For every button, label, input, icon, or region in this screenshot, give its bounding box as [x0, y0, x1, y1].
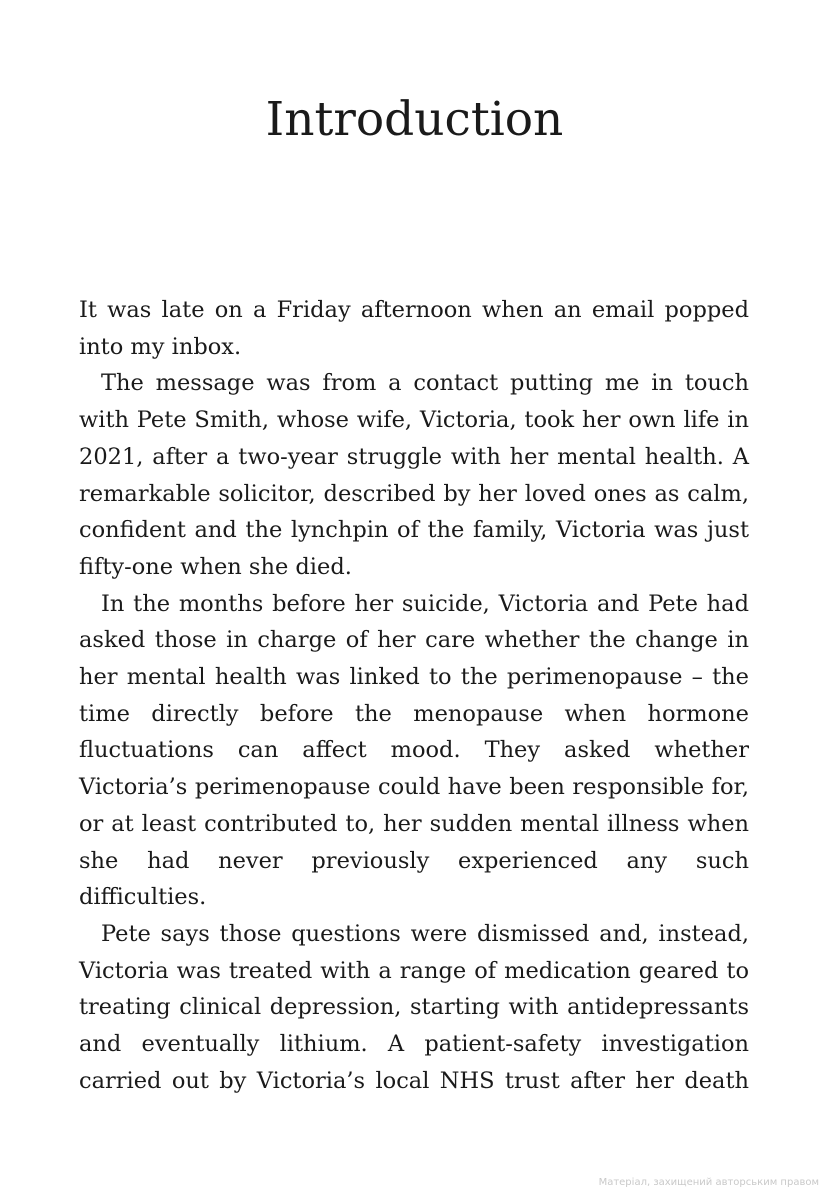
chapter-title: Introduction: [265, 92, 564, 147]
paragraph: Pete says those questions were dismissed and, instead, Victoria was treated with a range of medication geared to treating clinical depression, starting with antidepressants and eventually lithium. A patient-safety investigation carried out by Victoria’s local NHS trust after her death: [79, 920, 749, 1094]
paragraph: It was late on a Friday afternoon when an email popped into my inbox.: [79, 297, 749, 360]
paragraph: The message was from a contact putting me in touch with Pete Smith, whose wife, Victoria, took her own life in 2021, after a two-year struggle with her mental health. A remarkable solicitor, described by her loved ones as calm, confident and the lynchpin of the family, Victoria was just fifty-one when she died.: [79, 370, 749, 580]
chapter-body: [79, 292, 749, 1099]
paragraph: In the months before her suicide, Victoria and Pete had asked those in charge of her care whether the change in her mental health was linked to the perimenopause – the time directly before the menopause when hormone fluctuations can affect mood. They asked whether Victoria’s perimenopause could have been responsible for, or at least contributed to, her sudden mental illness when she had never previously experienced any such difficulties.: [79, 590, 749, 911]
copyright-watermark: Матеріал, захищений авторським правом: [598, 1177, 819, 1188]
